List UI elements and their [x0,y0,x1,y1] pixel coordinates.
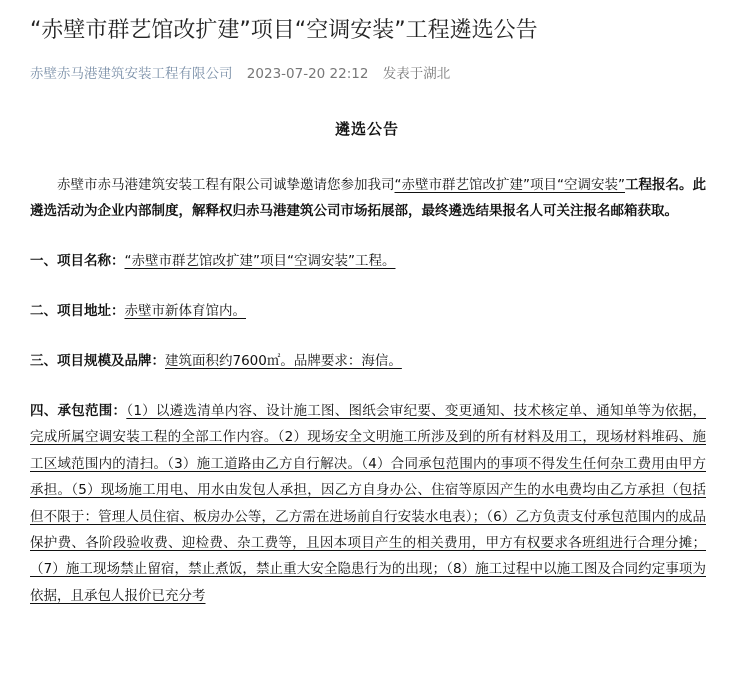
section-value: （1）以遴选清单内容、设计施工图、图纸会审纪要、变更通知、技术核定单、通知单等为依据，完成所属空调安装工程的全部工作内容。（2）现场安全文明施工所涉及到的所有材料及用工，现场材料堆码、施工区域范围内的清扫。（3）施工道路由乙方自行解决。（4）合同承包范围内的事项不得发生任何杂工费用由甲方承担。（5）现场施工用电、用水由发包人承担，因乙方自身办公、住宿等原因产生的水电费均由乙方承担（包括但不限于：管理人员住宿、板房办公等，乙方需在进场前自行安装水电表）；（6）乙方负责支付承包范围内的成品保护费、各阶段验收费、迎检费、杂工费等，且因本项目产生的相关费用，甲方有权要求各班组进行合理分摊；（7）施工现场禁止留宿，禁止煮饭，禁止重大安全隐患行为的出现；（8）施工过程中以施工图及合同约定事项为依据，且承包人报价已充分考 [30,403,706,604]
section-project-scale [30,348,706,374]
section-label: 二、项目地址： [30,303,125,320]
publish-datetime: 2023-07-20 22:12 [246,66,369,82]
publisher-name[interactable]: 赤壁赤马港建筑安装工程有限公司 [30,66,233,82]
section-value: 赤壁市新体育馆内。 [124,303,246,320]
publish-location: 发表于湖北 [382,66,451,82]
section-project-address [30,298,706,324]
document-heading: 遴选公告 [334,120,399,138]
section-value: “赤壁市群艺馆改扩建”项目“空调安装”工程。 [124,253,396,270]
intro-text-1: 赤壁市赤马港建筑安装工程有限公司诚挚邀请您参加我司 [57,177,395,193]
section-value: 建筑面积约7600㎡。品牌要求：海信。 [165,353,402,370]
intro-project-ref: “赤壁市群艺馆改扩建”项目“空调安装” [394,177,625,193]
section-contract-scope [30,398,706,609]
intro-text-2: 工程报名。此遴选活动为企业内部制度，解释权归赤马港建筑公司市场拓展部，最终遴选结果报名人可关注报名邮箱获取。 [30,177,707,220]
article-title: “赤壁市群艺馆改扩建”项目“空调安装”工程遴选公告 [30,18,538,43]
section-label: 一、项目名称： [30,253,125,270]
article-meta [30,62,460,82]
section-project-name [30,248,706,274]
document-body [30,172,706,609]
intro-paragraph [30,172,706,225]
section-label: 四、承包范围： [30,403,127,420]
section-label: 三、项目规模及品牌： [30,353,165,370]
